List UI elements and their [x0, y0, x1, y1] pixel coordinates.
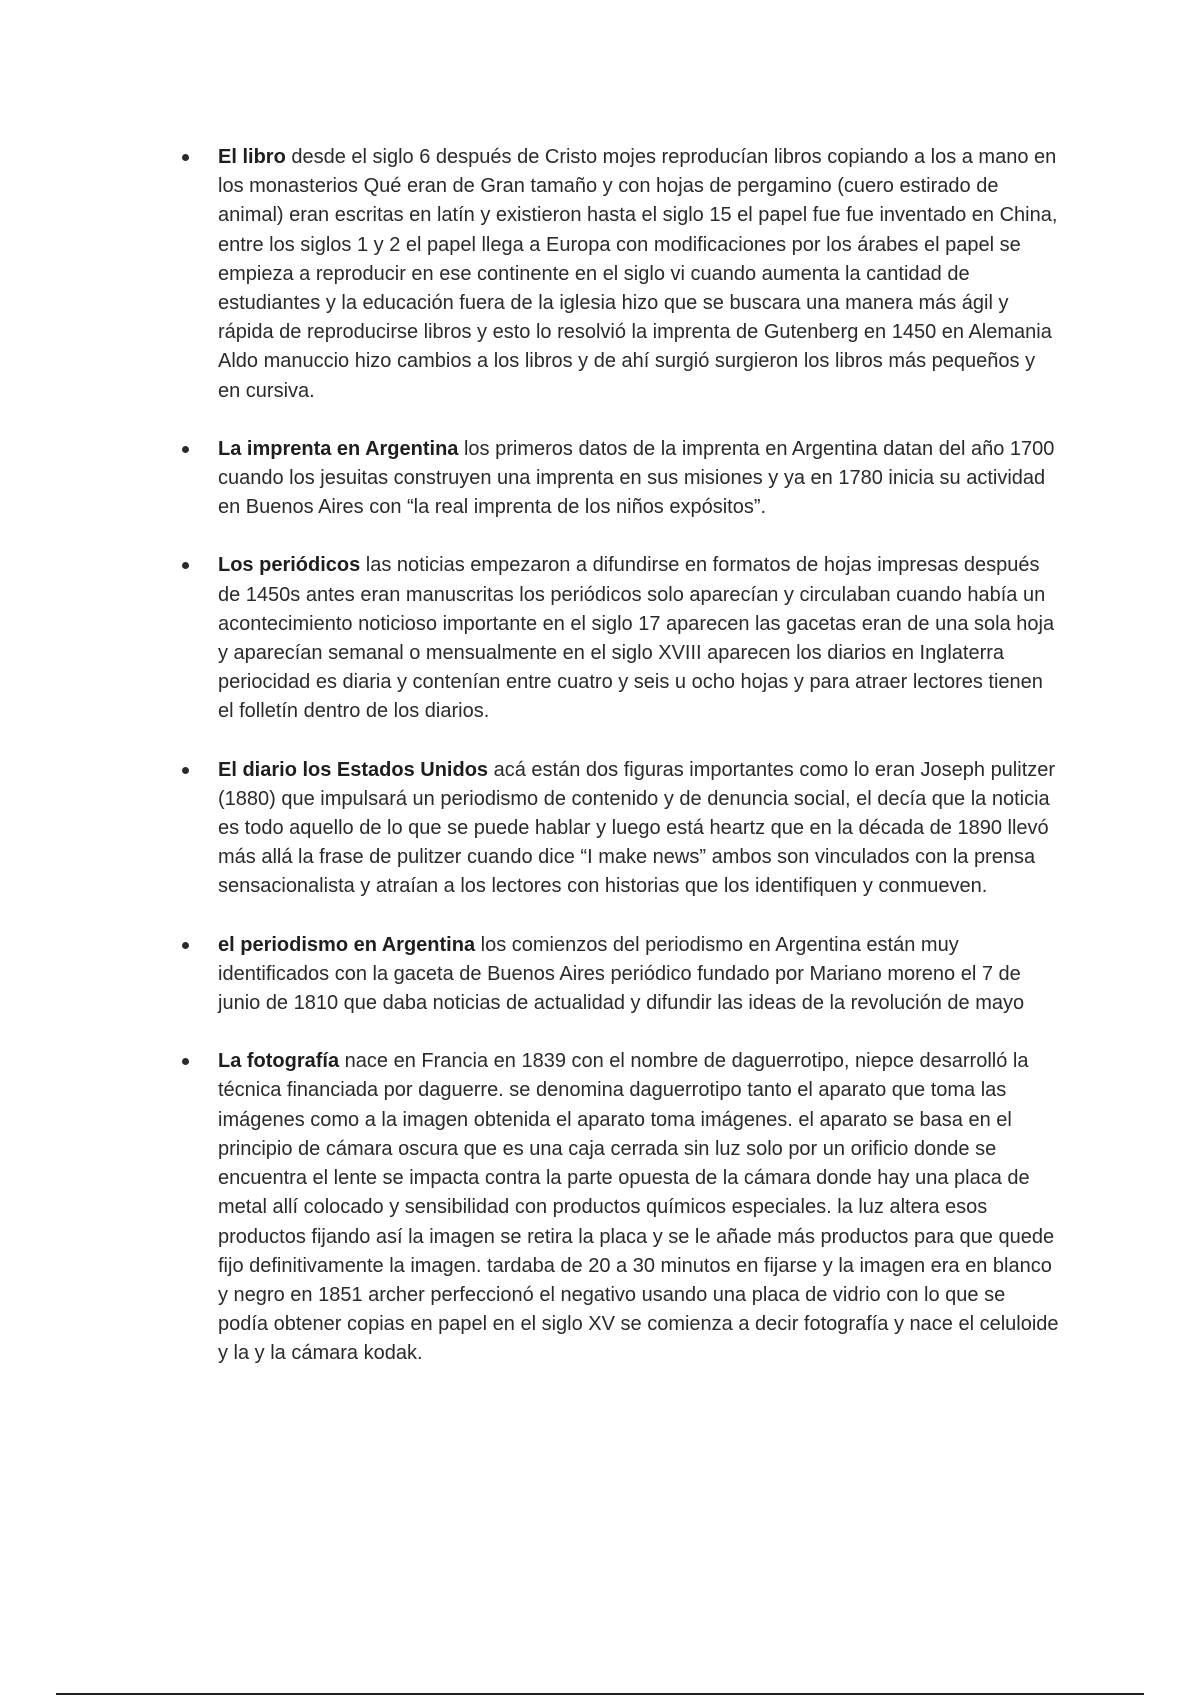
item-body: acá están dos figuras importantes como lo eran Joseph pulitzer (1880) que impulsará un periodismo de contenido y de denuncia social, el decía que la noticia es todo aquello de lo que se puede hablar y luego está heartz que en la década de 1890 llevó más allá la frase de pulitzer cuando dice “I make news” ambos son vinculados con la prensa sensacionalista y atraían a los lectores con historias que los identifiquen y conmueven.	[218, 758, 1056, 898]
list-item-el-libro	[180, 143, 1060, 406]
list-item-fotografia	[180, 1047, 1060, 1368]
item-title: La imprenta en Argentina	[218, 437, 459, 460]
bullet-icon	[182, 767, 189, 774]
item-body: las noticias empezaron a difundirse en formatos de hojas impresas después de 1450s antes eran manuscritas los periódicos solo aparecían y circulaban cuando había un acontecimiento noticioso importante en el siglo 17 aparecen las gacetas eran de una sola hoja y aparecían semanal o mensualmente en el siglo XVIII aparecen los diarios en Inglaterra periocidad es diaria y contenían entre cuatro y seis u ocho hojas y para atraer lectores tienen el folletín dentro de los diarios.	[218, 554, 1055, 723]
footer-divider	[56, 1693, 1144, 1695]
item-title: El diario los Estados Unidos	[218, 758, 489, 781]
bullet-icon	[182, 154, 189, 161]
list-item-imprenta-argentina	[180, 435, 1060, 523]
bullet-icon	[182, 1058, 189, 1065]
list-item-periodismo-argentina	[180, 931, 1060, 1019]
item-body: los comienzos del periodismo en Argentina están muy identificados con la gaceta de Buenos Aires periódico fundado por Mariano moreno el 7 de junio de 1810 que daba noticias de actualidad y difundir las ideas de la revolución de mayo	[218, 933, 1025, 1015]
bullet-icon	[182, 942, 189, 949]
item-title: La fotografía	[218, 1050, 340, 1073]
bullet-list	[180, 143, 1060, 1398]
item-body: los primeros datos de la imprenta en Argentina datan del año 1700 cuando los jesuitas construyen una imprenta en sus misiones y ya en 1780 inicia su actividad en Buenos Aires con “la real imprenta de los niños expósitos”.	[218, 437, 1055, 519]
list-item-diario-estados-unidos	[180, 756, 1060, 902]
list-item-periodicos	[180, 551, 1060, 726]
bullet-icon	[182, 562, 189, 569]
item-body: desde el siglo 6 después de Cristo mojes reproducían libros copiando a los a mano en los monasterios Qué eran de Gran tamaño y con hojas de pergamino (cuero estirado de animal) eran escritas en latín y existieron hasta el siglo 15 el papel fue fue inventado en China, entre los siglos 1 y 2 el papel llega a Europa con modificaciones por los árabes el papel se empieza a reproducir en ese continente en el siglo vi cuando aumenta la cantidad de estudiantes y la educación fuera de la iglesia hizo que se buscara una manera más ágil y rápida de reproducirse libros y esto lo resolvió la imprenta de Gutenberg en 1450 en Alemania Aldo manuccio hizo cambios a los libros y de ahí surgió surgieron los libros más pequeños y en cursiva.	[218, 146, 1058, 402]
item-title: Los periódicos	[218, 554, 361, 577]
item-title: El libro	[218, 146, 286, 168]
item-title: el periodismo en Argentina	[218, 933, 476, 956]
item-body: nace en Francia en 1839 con el nombre de daguerrotipo, niepce desarrolló la técnica financiada por daguerre. se denomina daguerrotipo tanto el aparato que toma las imágenes como a la imagen obtenida el aparato toma imágenes. el aparato se basa en el principio de cámara oscura que es una caja cerrada sin luz solo por un orificio donde se encuentra el lente se impacta contra la parte opuesta de la cámara donde hay una placa de metal allí colocado y sensibilidad con productos químicos especiales. la luz altera esos productos fijando así la imagen se retira la placa y se le añade más productos para que quede fijo definitivamente la imagen. tardaba de 20 a 30 minutos en fijarse y la imagen era en blanco y negro en 1851 archer perfeccionó el negativo usando una placa de vidrio con lo que se podía obtener copias en papel en el siglo XV se comienza a decir fotografía y nace el celuloide y la y la cámara kodak.	[218, 1050, 1059, 1365]
bullet-icon	[182, 446, 189, 453]
